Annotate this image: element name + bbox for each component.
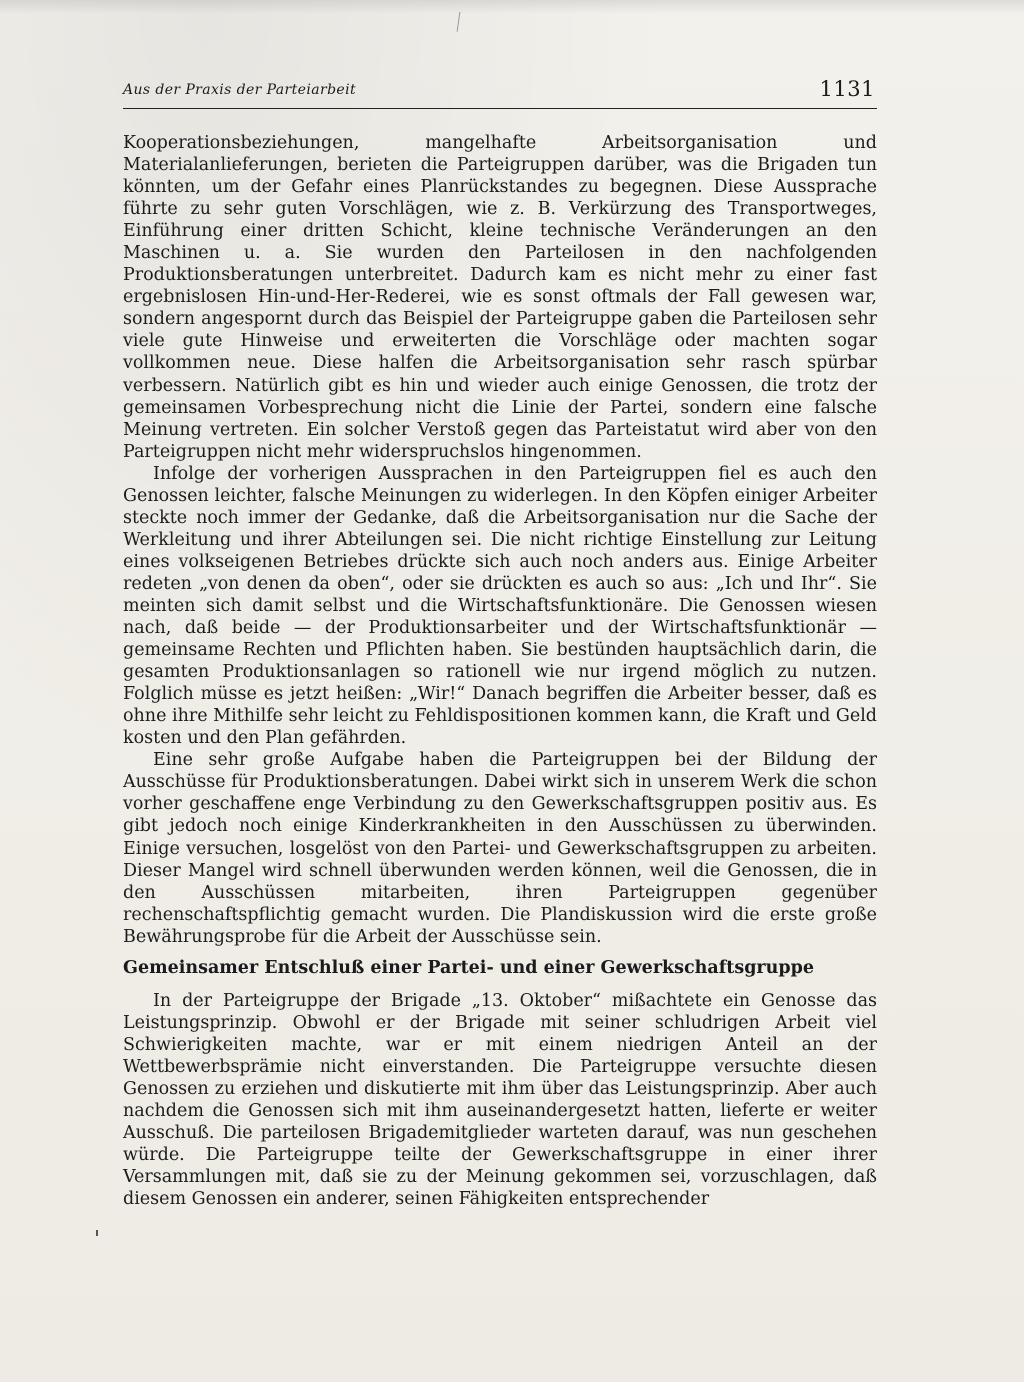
paragraph-4: In der Parteigruppe der Brigade „13. Oktober“ mißachtete ein Genosse das Leistungsprinzip. Obwohl er der Brigade mit seiner schludrigen Arbeit viel Schwierigkeiten machte, war er mit einem niedrigen Anteil an der Wettbewerbsprämie nicht einverstanden. Die Parteigruppe versuchte diesen Genossen zu erziehen und diskutierte mit ihm über das Leistungsprinzip. Aber auch nachdem die Genossen sich mit ihm auseinandergesetzt hatten, lieferte er weiter Ausschuß. Die parteilosen Brigademitglieder warteten darauf, was nun geschehen würde. Die Parteigruppe teilte der Gewerkschaftsgruppe in einer ihrer Versammlungen mit, daß sie zu der Meinung gekommen sei, vorzuschlagen, daß diesem Genossen ein anderer, seinen Fähigkeiten entsprechender <box>123 990 877 1210</box>
paragraph-2: Infolge der vorherigen Aussprachen in den Parteigruppen fiel es auch den Genossen leichter, falsche Meinungen zu widerlegen. In den Köpfen einiger Arbeiter steckte noch immer der Gedanke, daß die Arbeitsorganisation nur die Sache der Werkleitung und ihrer Abteilungen sei. Die nicht richtige Einstellung zur Leitung eines volkseigenen Betriebes drückte sich auch noch anders aus. Einige Arbeiter redeten „von denen da oben“, oder sie drückten es auch so aus: „Ich und Ihr“. Sie meinten sich damit selbst und die Wirtschaftsfunktionäre. Die Genossen wiesen nach, daß beide — der Produktionsarbeiter und der Wirtschaftsfunktionär — gemeinsame Rechten und Pflichten haben. Sie bestünden hauptsächlich darin, die gesamten Produktionsanlagen so rationell wie nur irgend möglich zu nutzen. Folglich müsse es jetzt heißen: „Wir!“ Danach begriffen die Arbeiter besser, daß es ohne ihre Mithilfe sehr leicht zu Fehldispositionen kommen kann, die Kraft und Geld kosten und den Plan gefährden. <box>123 463 877 749</box>
section-heading: Gemeinsamer Entschluß einer Partei- und einer Gewerkschaftsgruppe <box>123 957 814 978</box>
paragraph-1: Kooperationsbeziehungen, mangelhafte Arbeitsorganisation und Materialanlieferungen, berieten die Parteigruppen darüber, was die Brigaden tun könnten, um der Gefahr eines Planrückstandes zu begegnen. Diese Aussprache führte zu sehr guten Vorschlägen, wie z. B. Verkürzung des Transportweges, Einführung einer dritten Schicht, kleine technische Veränderungen an den Maschinen u. a. Sie wurden den Parteilosen in den nachfolgenden Produktionsberatungen unterbreitet. Dadurch kam es nicht mehr zu einer fast ergebnislosen Hin-und-Her-Rederei, wie es sonst oftmals der Fall gewesen war, sondern angespornt durch das Beispiel der Parteigruppe gaben die Parteilosen sehr viele gute Hinweise und erweiterten die Vorschläge oder machten sogar vollkommen neue. Diese halfen die Arbeitsorganisation sehr rasch spürbar verbessern. Natürlich gibt es hin und wieder auch einige Genossen, die trotz der gemeinsamen Vorbesprechung nicht die Linie der Partei, sondern eine falsche Meinung vertreten. Ein solcher Verstoß gegen das Parteistatut wird aber von den Parteigruppen nicht mehr widerspruchslos hingenommen. <box>123 133 877 462</box>
margin-mark <box>96 1230 98 1236</box>
body-text <box>123 132 877 1210</box>
header-rule <box>123 108 877 109</box>
scan-mark <box>457 12 464 32</box>
page-number: 1131 <box>819 77 875 101</box>
running-head: Aus der Praxis der Parteiarbeit <box>123 82 357 98</box>
paragraph-3: Eine sehr große Aufgabe haben die Parteigruppen bei der Bildung der Ausschüsse für Produktionsberatungen. Dabei wirkt sich in unserem Werk die schon vorher geschaffene enge Verbindung zu den Gewerkschaftsgruppen positiv aus. Es gibt jedoch noch einige Kinderkrankheiten in den Ausschüssen zu überwinden. Einige versuchen, losgelöst von den Partei- und Gewerkschaftsgruppen zu arbeiten. Dieser Mangel wird schnell überwunden werden können, weil die Genossen, die in den Ausschüssen mitarbeiten, ihren Parteigruppen gegenüber rechenschaftspflichtig gemacht wurden. Die Plandiskussion wird die erste große Bewährungsprobe für die Arbeit der Ausschüsse sein. <box>123 750 877 947</box>
scan-edge-shadow <box>0 0 1024 14</box>
page-header <box>123 77 877 102</box>
